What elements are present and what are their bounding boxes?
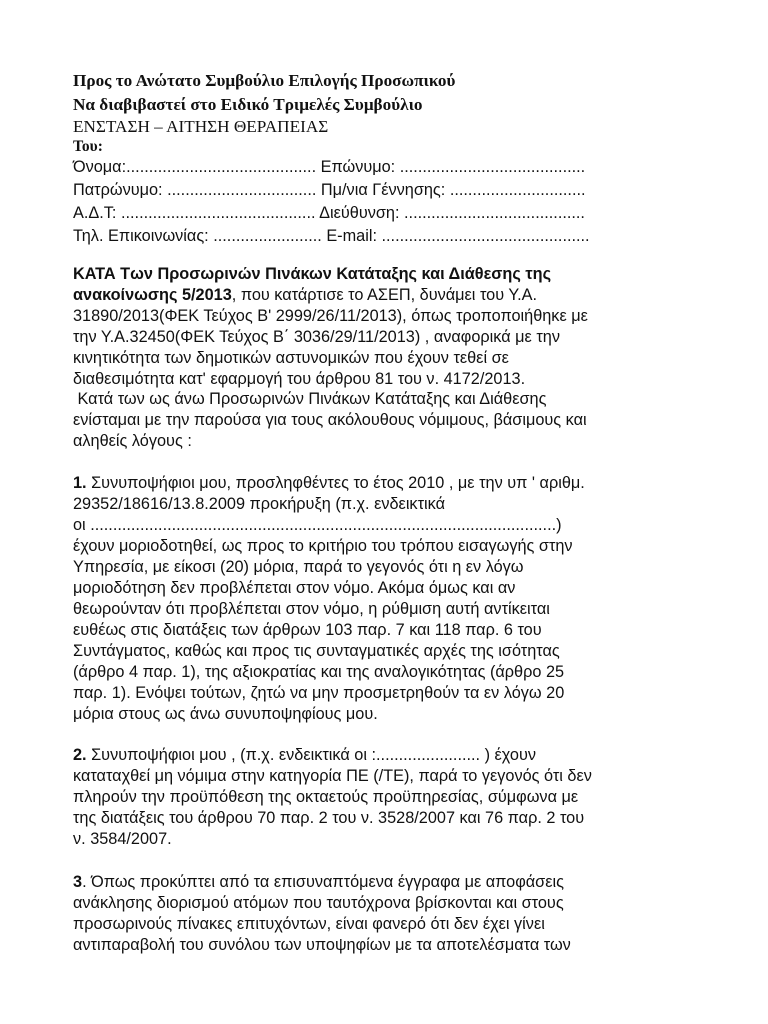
document-title: ΕΝΣΤΑΣΗ – ΑΙΤΗΣΗ ΘΕΡΑΠΕΙΑΣ: [73, 117, 329, 136]
id-address-row: Α.Δ.Τ: ........................................... Διεύθυνση: ........................................: [73, 204, 585, 222]
father-birthdate-row: Πατρώνυμο: ................................. Πμ/νια Γέννησης: ..............................: [73, 181, 586, 199]
point-1-line-8: ευθέως στις διατάξεις των άρθρων 103 παρ. 7 και 118 παρ. 6 του: [73, 621, 542, 639]
point-3-line-3: προσωρινούς πίνακες επιτυχόντων, είναι φανερό ότι δεν έχει γίνει: [73, 915, 545, 933]
intro-line-1: ΚΑΤΑ Των Προσωρινών Πινάκων Κατάταξης και Διάθεσης της: [73, 265, 552, 283]
intro-line-7: Κατά των ως άνω Προσωρινών Πινάκων Κατάταξης και Διάθεσης: [73, 390, 547, 408]
point-3-line-2: ανάκλησης διορισμού ατόμων που ταυτόχρονα βρίσκονται και στους: [73, 894, 564, 912]
intro-line-8: ενίσταμαι με την παρούσα για τους ακόλουθους νόμιμους, βάσιμους και: [73, 411, 587, 429]
name-surname-row: Όνομα:.......................................... Επώνυμο: .........................................: [73, 158, 586, 176]
point-1-line-2: 29352/18616/13.8.2009 προκήρυξη (π.χ. ενδεικτικά: [73, 495, 445, 513]
point-1-line-6: μοριοδότηση δεν προβλέπεται στον νόμο. Ακόμα όμως και αν: [73, 579, 516, 597]
point-2-line-5: ν. 3584/2007.: [73, 830, 172, 848]
point-1-number: 1.: [73, 474, 87, 492]
point-1-line-9: Συντάγματος, καθώς και προς τις συνταγματικές αρχές της ισότητας: [73, 642, 560, 660]
point-1-line-4: έχουν μοριοδοτηθεί, ως προς το κριτήριο του τρόπου εισαγωγής στην: [73, 537, 573, 555]
announcement-ref: ανακοίνωσης 5/2013: [73, 286, 232, 304]
intro-line-2: [73, 285, 537, 306]
point-3-line-4: αντιπαραβολή του συνόλου των υποψηφίων με τα αποτελέσματα των: [73, 936, 571, 954]
point-1-line-12: μόρια στους ως άνω συνυποψηφίους μου.: [73, 705, 378, 723]
intro-line-2-rest: , που κατάρτισε το ΑΣΕΠ, δυνάμει του Υ.Α.: [231, 286, 538, 304]
point-1-text-1: Συνυποψήφιοι μου, προσληφθέντες το έτος 2010 , με την υπ ' αριθμ.: [86, 474, 585, 492]
point-2-line-4: της διατάξεις του άρθρου 70 παρ. 2 του ν. 3528/2007 και 76 παρ. 2 του: [73, 809, 585, 827]
point-1-line-7: θεωρούνταν ότι προβλέπεται στον νόμο, η ρύθμιση αυτή αντίκειται: [73, 600, 550, 618]
intro-line-3: 31890/2013(ΦΕΚ Τεύχος Β' 2999/26/11/2013), όπως τροποποιήθηκε με: [73, 307, 588, 325]
point-1-line-3: οι .......................................................................................................): [73, 516, 562, 534]
point-1-line-11: παρ. 1). Ενόψει τούτων, ζητώ να μην προσμετρηθούν τα εν λόγω 20: [73, 684, 565, 702]
point-1-line-1: [73, 473, 585, 494]
addressee-line: Προς το Ανώτατο Συμβούλιο Επιλογής Προσωπικού: [73, 71, 456, 90]
point-3-text-1: . Όπως προκύπτει από τα επισυναπτόμενα έγγραφα με αποφάσεις: [82, 873, 564, 891]
point-1-line-5: Υπηρεσία, με είκοσι (20) μόρια, παρά το γεγονός ότι η εν λόγω: [73, 558, 524, 576]
point-2-line-3: πληρούν την προϋπόθεση της οκταετούς προϋπηρεσίας, σύμφωνα με: [73, 788, 579, 806]
point-3-line-1: [73, 872, 564, 893]
point-1-line-10: (άρθρο 4 παρ. 1), της αξιοκρατίας και της αναλογικότητας (άρθρο 25: [73, 663, 565, 681]
from-label: Του:: [73, 138, 103, 155]
forward-line: Να διαβιβαστεί στο Ειδικό Τριμελές Συμβούλιο: [73, 95, 423, 114]
point-2-line-1: [73, 745, 536, 766]
point-3-number: 3: [73, 873, 83, 891]
point-2-number: 2.: [73, 746, 87, 764]
intro-line-5: κινητικότητα των δημοτικών αστυνομικών που έχουν τεθεί σε: [73, 349, 509, 367]
phone-email-row: Τηλ. Επικοινωνίας: ........................ E-mail: ..............................................: [73, 227, 590, 245]
point-2-text-1: Συνυποψήφιοι μου , (π.χ. ενδεικτικά οι :....................... ) έχουν: [86, 746, 536, 764]
intro-line-4: την Υ.Α.32450(ΦΕΚ Τεύχος Β΄ 3036/29/11/2013) , αναφορικά με την: [73, 328, 560, 346]
point-2-line-2: καταταχθεί μη νόμιμα στην κατηγορία ΠΕ (/ΤΕ), παρά το γεγονός ότι δεν: [73, 767, 592, 785]
intro-line-6: διαθεσιμότητα κατ' εφαρμογή του άρθρου 81 του ν. 4172/2013.: [73, 370, 526, 388]
intro-line-9: αληθείς λόγους :: [73, 432, 192, 450]
